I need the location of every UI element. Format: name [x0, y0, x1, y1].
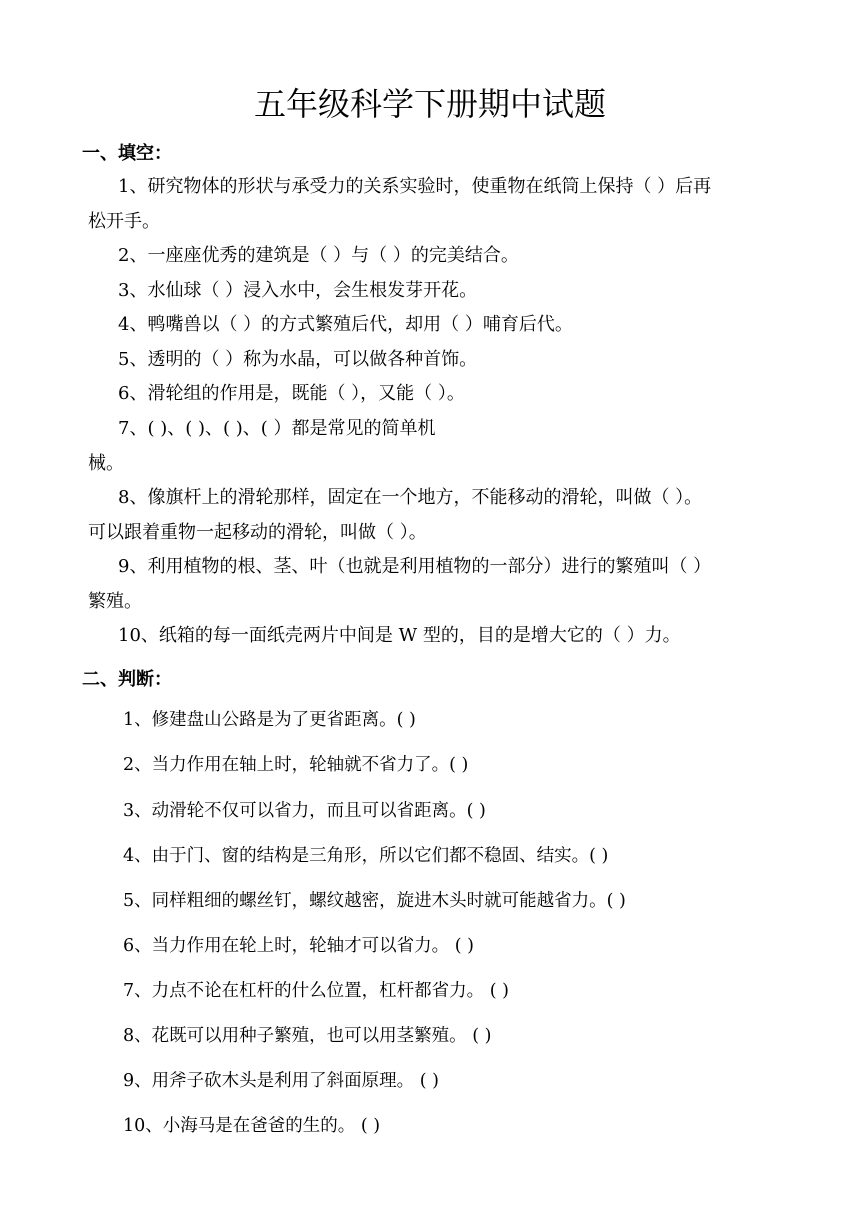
fill-question-line: 5、透明的（ ）称为水晶，可以做各种首饰。 — [118, 349, 478, 370]
fill-question-line: 9、利用植物的根、茎、叶（也就是利用植物的一部分）进行的繁殖叫（ ） — [118, 556, 712, 577]
section-heading-fill-blank: 一、填空： — [82, 143, 172, 164]
fill-question-line: 繁殖。 — [88, 591, 142, 612]
judge-item: 10、小海马是在爸爸的生的。 ( ) — [123, 1116, 381, 1136]
fill-question-line: 可以跟着重物一起移动的滑轮，叫做（ ）。 — [88, 522, 427, 543]
judge-item: 1、修建盘山公路是为了更省距离。( ) — [123, 710, 416, 730]
fill-question-line: 械。 — [88, 453, 124, 474]
fill-question-line: 8、像旗杆上的滑轮那样，固定在一个地方，不能移动的滑轮，叫做（ ）。 — [118, 487, 703, 508]
judge-item: 2、当力作用在轴上时，轮轴就不省力了。( ) — [123, 755, 469, 775]
fill-question-line: 2、一座座优秀的建筑是（ ）与（ ）的完美结合。 — [118, 245, 519, 266]
fill-question-line: 6、滑轮组的作用是，既能（ ），又能（ ）。 — [118, 383, 465, 404]
fill-question-line: 1、研究物体的形状与承受力的关系实验时，使重物在纸筒上保持（ ）后再 — [118, 176, 712, 197]
judge-item: 4、由于门、窗的结构是三角形，所以它们都不稳固、结实。( ) — [123, 846, 609, 866]
judge-item: 9、用斧子砍木头是利用了斜面原理。 ( ) — [123, 1071, 439, 1091]
fill-question-line: 松开手。 — [88, 211, 160, 232]
judge-item: 5、同样粗细的螺丝钉，螺纹越密，旋进木头时就可能越省力。( ) — [123, 891, 626, 911]
fill-question-line: 7、( )、( )、( )、( ）都是常见的简单机 — [118, 418, 436, 439]
fill-question-line: 3、水仙球（ ）浸入水中，会生根发芽开花。 — [118, 280, 478, 301]
judge-item: 3、动滑轮不仅可以省力，而且可以省距离。( ) — [123, 801, 486, 821]
fill-question-line: 4、鸭嘴兽以（ ）的方式繁殖后代，却用（ ）哺育后代。 — [118, 314, 573, 335]
page-title: 五年级科学下册期中试题 — [253, 85, 606, 123]
judge-item: 6、当力作用在轮上时，轮轴才可以省力。 ( ) — [123, 936, 474, 956]
judge-item: 8、花既可以用种子繁殖，也可以用茎繁殖。 ( ) — [123, 1026, 492, 1046]
judge-item: 7、力点不论在杠杆的什么位置，杠杆都省力。 ( ) — [123, 981, 509, 1001]
fill-question-line: 10、纸箱的每一面纸壳两片中间是 W 型的，目的是增大它的（ ）力。 — [118, 625, 681, 646]
section-heading-true-false: 二、判断： — [82, 669, 172, 690]
